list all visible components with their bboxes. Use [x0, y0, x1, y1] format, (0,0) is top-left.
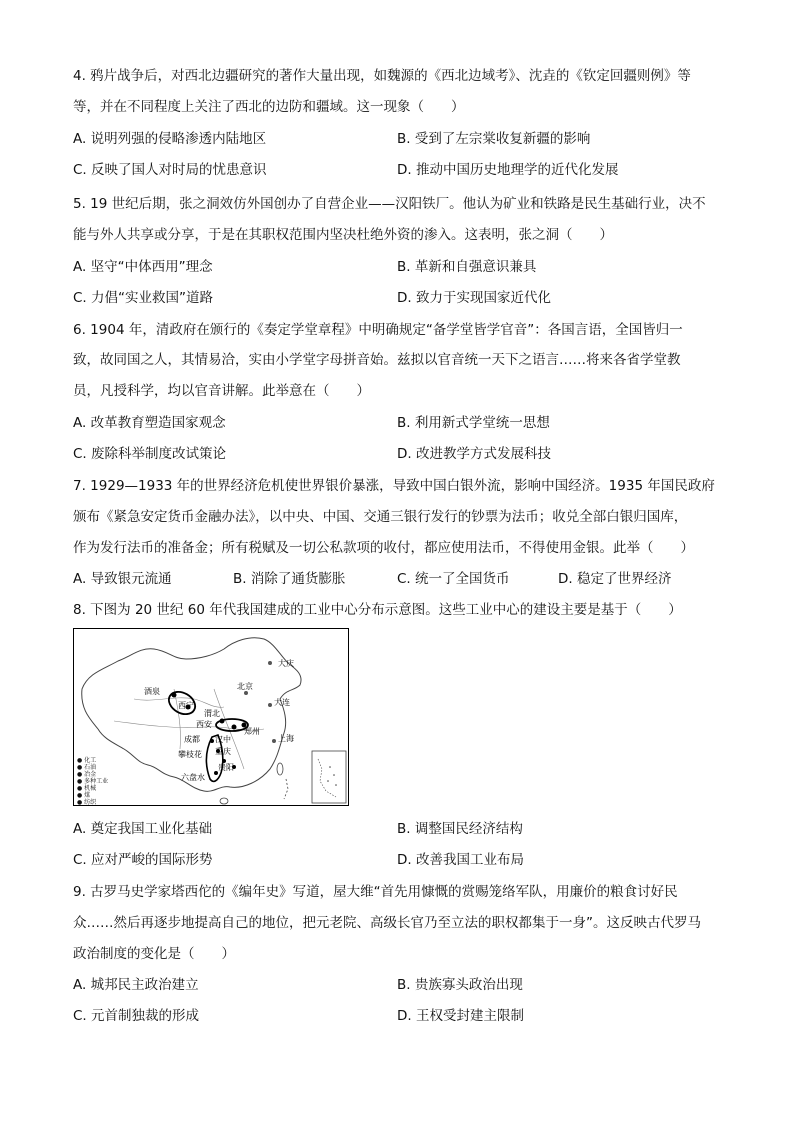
map-label-zhengzhou: 郑州	[244, 727, 260, 736]
legend-item: ● 煤	[77, 792, 91, 799]
q7-stem-line1: 7. 1929—1933 年的世界经济危机使世界银价暴涨，导致中国白银外流，影响中国经济。1935 年国民政府	[73, 478, 715, 494]
q5-option-d: D. 致力于实现国家近代化	[397, 290, 551, 306]
china-outline-map	[74, 629, 350, 807]
q7-stem-line2: 颁布《紧急安定货币金融办法》，以中央、中国、交通三银行发行的钞票为法币；收兑全部白银归国库，	[73, 509, 688, 525]
q8-option-a: A. 奠定我国工业化基础	[73, 821, 213, 837]
q5-option-a: A. 坚守“中体西用”理念	[73, 259, 213, 275]
map-label-hanzhong: 汉中	[215, 735, 231, 744]
map-label-beijing: 北京	[237, 682, 253, 691]
map-label-xining: 西宁	[178, 701, 194, 710]
q9-stem-line2: 众……然后再逐步地提高自己的地位，把元老院、高级长官乃至立法的职权都集于一身”。这反映古代罗马	[73, 915, 701, 931]
legend-item: ● 纺织	[77, 799, 97, 806]
q6-option-b: B. 利用新式学堂统一思想	[397, 415, 550, 431]
q6-option-c: C. 废除科举制度改试策论	[73, 446, 227, 462]
map-label-shanghai: 上海	[278, 734, 294, 743]
q9-stem-line3: 政治制度的变化是（ ）	[73, 946, 235, 962]
map-label-weibei: 渭北	[204, 709, 220, 718]
q4-stem-line1: 4. 鸦片战争后，对西北边疆研究的著作大量出现，如魏源的《西北边域考》、沈垚的《钦定回疆则例》等	[73, 68, 691, 84]
legend-item: ● 石油	[77, 764, 97, 771]
q6-option-a: A. 改革教育塑造国家观念	[73, 415, 226, 431]
legend-item: ● 机械	[77, 785, 97, 792]
q7-option-a: A. 导致银元流通	[73, 571, 172, 587]
q6-stem-line3: 员，凡授科学，均以官音讲解。此举意在（ ）	[73, 383, 370, 399]
q5-stem-line2: 能与外人共享或分享，于是在其职权范围内坚决杜绝外资的渗入。这表明，张之洞（ ）	[73, 227, 613, 243]
map-label-panzhihua: 攀枝花	[178, 750, 202, 759]
industrial-centers-map	[73, 628, 349, 806]
legend-item: ● 冶金	[77, 771, 97, 778]
map-legend	[77, 757, 108, 806]
q8-stem-line1: 8. 下图为 20 世纪 60 年代我国建成的工业中心分布示意图。这些工业中心的建设主要是基于（ ）	[73, 602, 682, 618]
q4-option-d: D. 推动中国历史地理学的近代化发展	[397, 162, 619, 178]
map-label-chengdu: 成都	[184, 735, 200, 744]
q5-option-c: C. 力倡“实业救国”道路	[73, 290, 213, 306]
q9-option-b: B. 贵族寡头政治出现	[397, 977, 523, 993]
q5-option-b: B. 革新和自强意识兼具	[397, 259, 537, 275]
legend-item: ● 化工	[77, 757, 97, 764]
map-label-liupanshui: 六盘水	[181, 773, 205, 782]
q6-option-d: D. 改进教学方式发展科技	[397, 446, 551, 462]
q4-option-b: B. 受到了左宗棠收复新疆的影响	[397, 131, 591, 147]
q4-stem-line2: 等，并在不同程度上关注了西北的边防和疆域。这一现象（ ）	[73, 99, 465, 115]
q6-stem-line2: 致，故同国之人，其情易洽，实由小学堂字母拼音始。兹拟以官音统一天下之语言……将来各省学堂教	[73, 352, 681, 368]
q4-option-a: A. 说明列强的侵略渗透内陆地区	[73, 131, 267, 147]
map-label-daqing: 大庆	[278, 659, 294, 668]
q5-stem-line1: 5. 19 世纪后期，张之洞效仿外国创办了自营企业——汉阳铁厂。他认为矿业和铁路是民生基础行业，决不	[73, 196, 706, 212]
map-label-chongqing: 重庆	[215, 747, 231, 756]
q4-option-c: C. 反映了国人对时局的忧患意识	[73, 162, 267, 178]
q6-stem-line1: 6. 1904 年，清政府在颁行的《奏定学堂章程》中明确规定“备学堂皆学官音”：各国言语，全国皆归一	[73, 322, 683, 338]
q9-option-c: C. 元首制独裁的形成	[73, 1008, 200, 1024]
q7-stem-line3: 作为发行法币的准备金；所有税赋及一切公私款项的收付，都应使用法币，不得使用金银。此举（ ）	[73, 540, 694, 556]
map-label-dalian: 大连	[274, 698, 290, 707]
map-label-jiuquan: 酒泉	[144, 687, 160, 696]
q8-option-b: B. 调整国民经济结构	[397, 821, 523, 837]
map-label-xian: 西安	[196, 720, 212, 729]
q8-option-c: C. 应对严峻的国际形势	[73, 852, 213, 868]
q9-stem-line1: 9. 古罗马史学家塔西佗的《编年史》写道，屋大维“首先用慷慨的赏赐笼络军队，用廉价的粮食讨好民	[73, 884, 678, 900]
q9-option-a: A. 城邦民主政治建立	[73, 977, 199, 993]
q8-option-d: D. 改善我国工业布局	[397, 852, 524, 868]
q9-option-d: D. 王权受封建主限制	[397, 1008, 524, 1024]
q7-option-c: C. 统一了全国货币	[397, 571, 510, 587]
q7-option-b: B. 消除了通货膨胀	[233, 571, 346, 587]
map-label-guiyang: 贵阳	[218, 763, 234, 772]
q7-option-d: D. 稳定了世界经济	[558, 571, 672, 587]
legend-item: ● 多种工业	[77, 778, 109, 785]
